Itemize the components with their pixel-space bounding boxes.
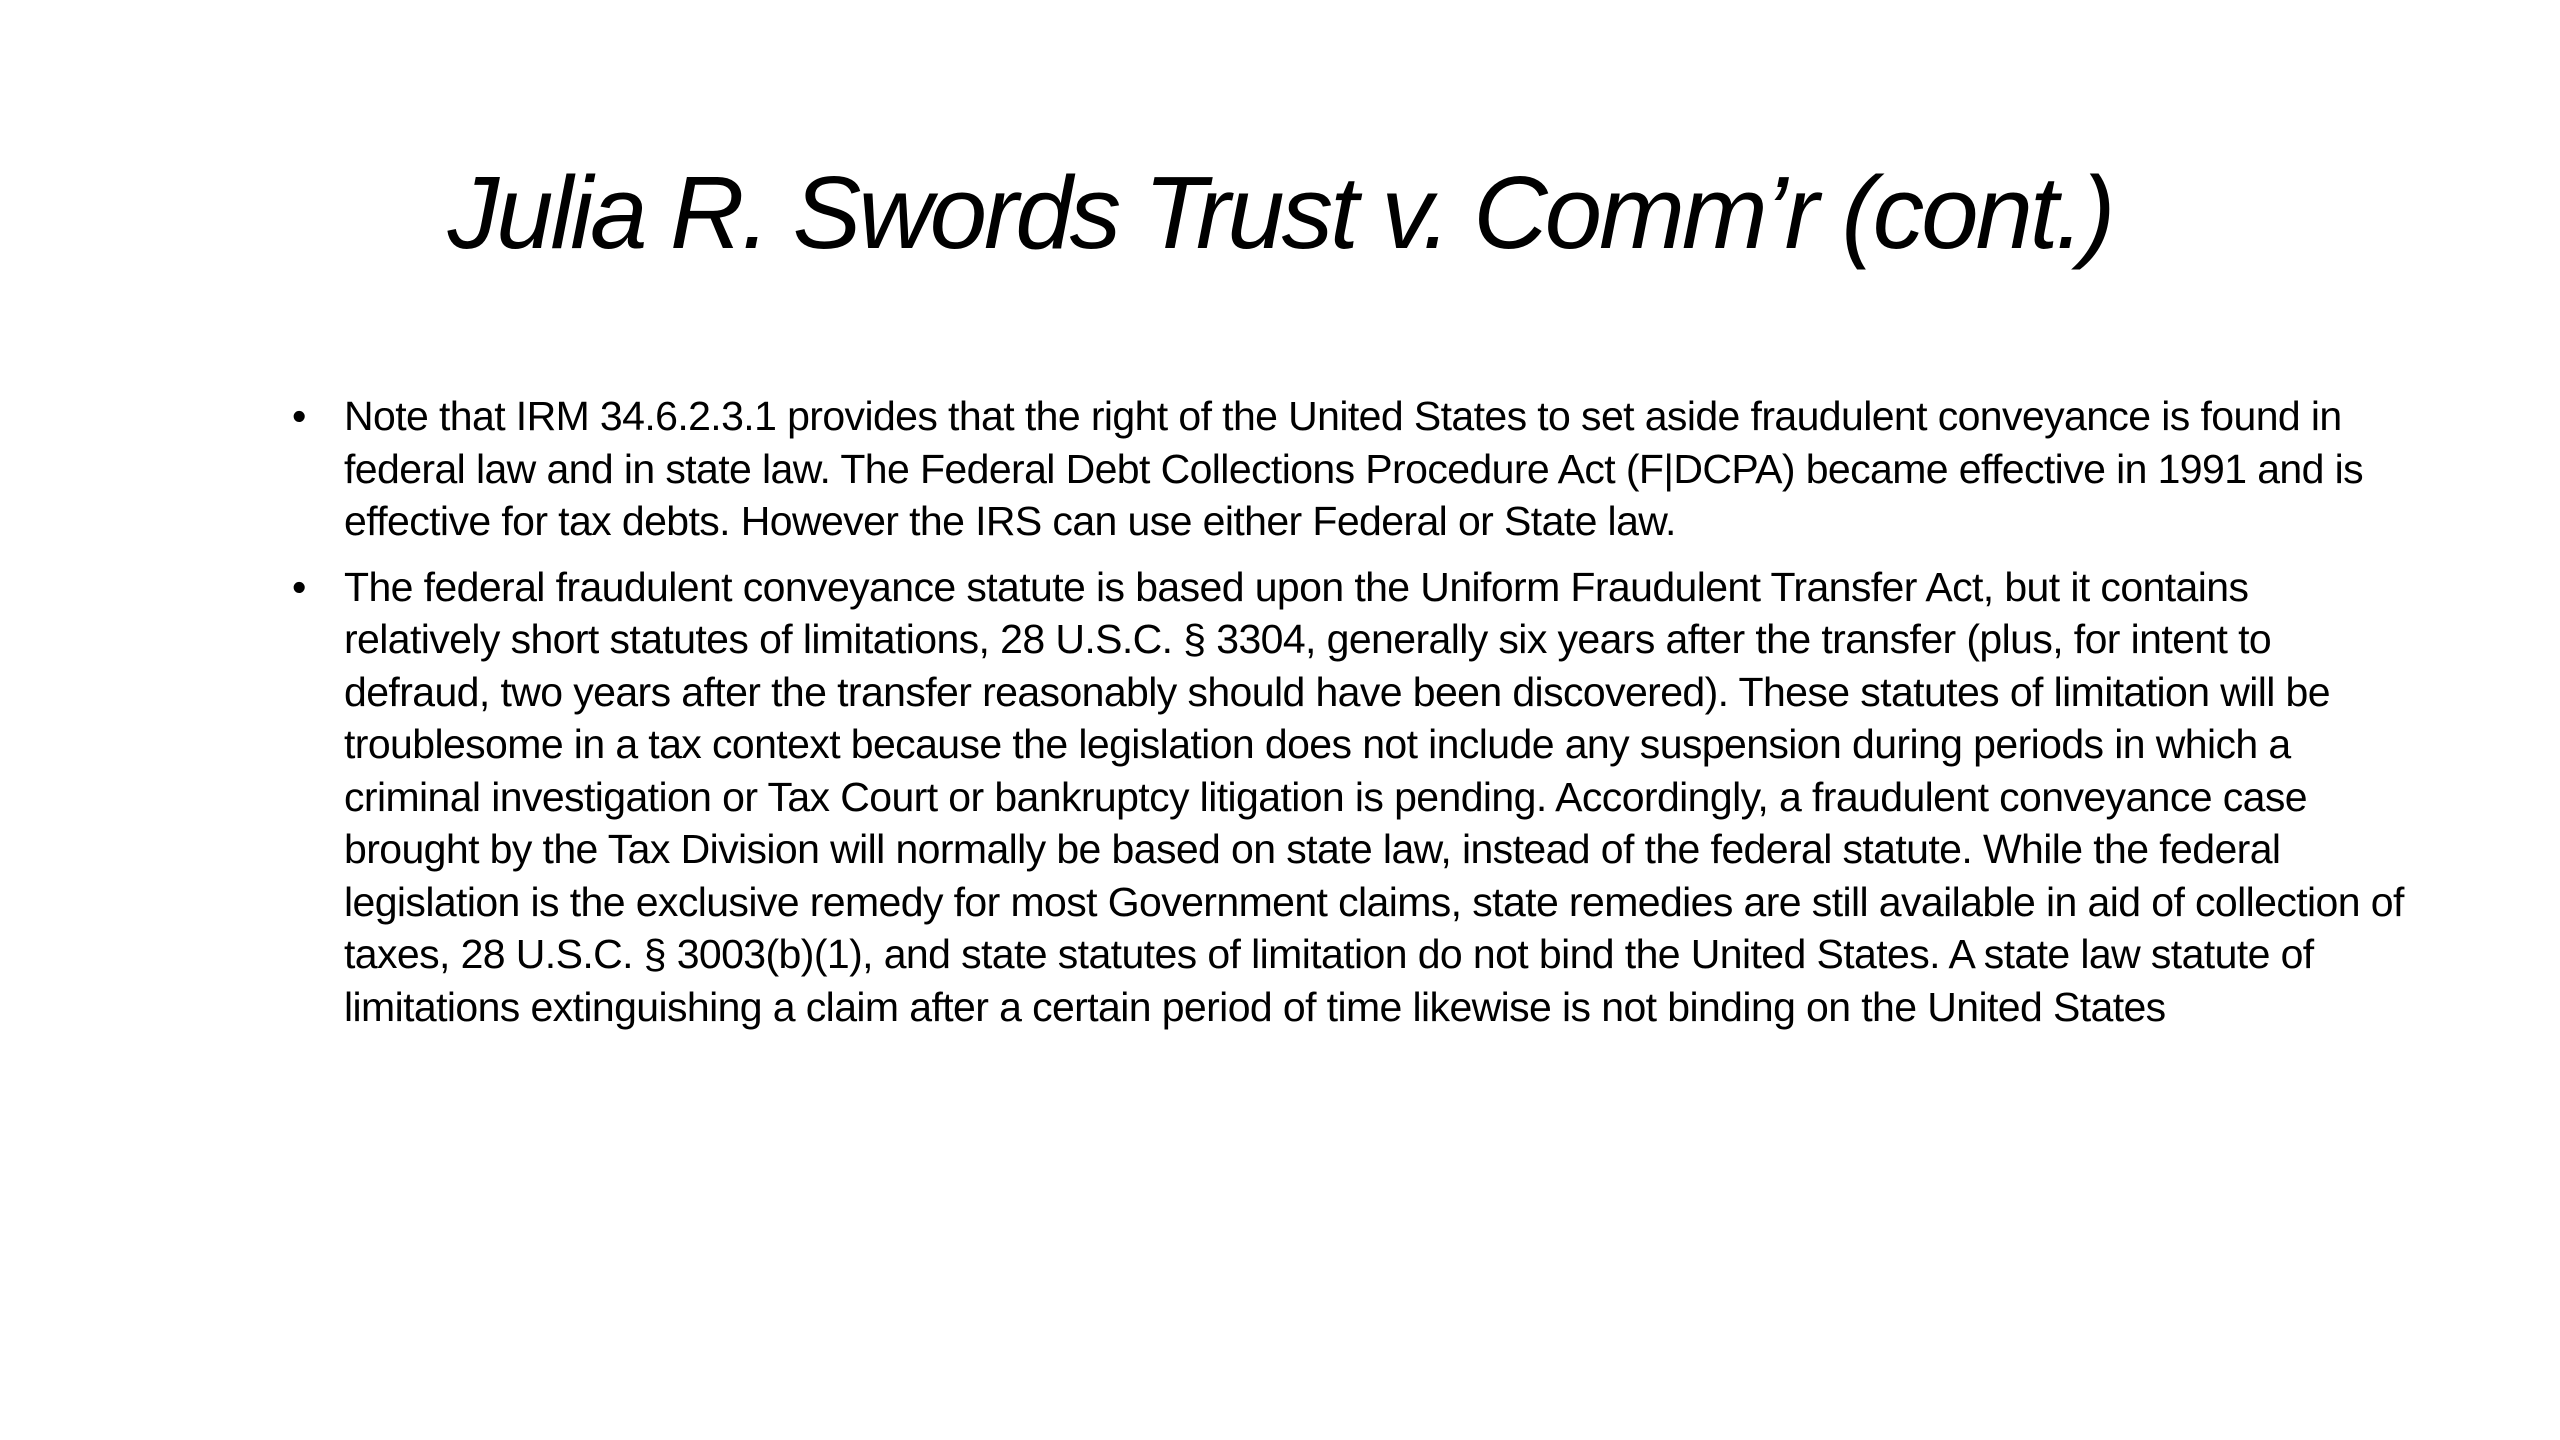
bullet-text: Note that IRM 34.6.2.3.1 provides that the right of the United States to set aside fraudulent conveyance is found in federal law and in state law. The Federal Debt Collections Procedure Act (F|DCPA) became effective in 1991 and is effective for tax debts. However the IRS can use either Federal or State law. [344, 393, 2363, 544]
bullet-dot-icon: • [292, 563, 306, 610]
bullet-dot-icon: • [292, 393, 306, 439]
slide-title: Julia R. Swords Trust v. Comm’r (cont.) [447, 155, 2113, 270]
bullet-item-1 [292, 390, 2412, 548]
bullet-text: The federal fraudulent conveyance statute is based upon the Uniform Fraudulent Transfer Act, but it contains relatively short statutes of limitations, 28 U.S.C. § 3304, generally six years after the transfer (plus, for intent to defraud, two years after the transfer reasonably should have been discovered). These statutes of limitation will be troublesome in a tax context because the legislation does not include any suspension during periods in which a criminal investigation or Tax Court or bankruptcy litigation is pending. Accordingly, a fraudulent conveyance case brought by the Tax Division will normally be based on state law, instead of the federal statute. While the federal legislation is the exclusive remedy for most Government claims, state remedies are still available in aid of collection of taxes, 28 U.S.C. § 3003(b)(1), and state statutes of limitation do not bind the United States. A state law statute of limitations extinguishing a claim after a certain period of time likewise is not binding on the United States [344, 563, 2404, 1030]
bullet-item-2 [292, 561, 2412, 1034]
bullet-list [292, 390, 2412, 1046]
